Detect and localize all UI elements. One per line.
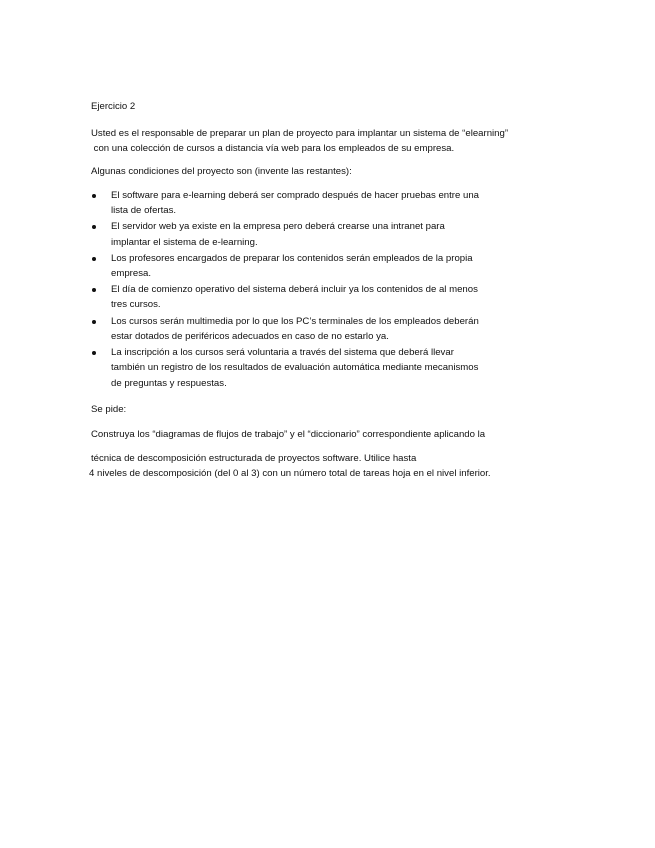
list-item-line: El servidor web ya existe en la empresa pero deberá crearse una intranet para [111,221,445,233]
request-line-2: técnica de descomposición estructurada de proyectos software. Utilice hasta [91,453,417,464]
list-item [91,219,561,250]
list-item [91,345,561,391]
request-heading [91,402,561,417]
list-item-line: de preguntas y respuestas. [111,377,227,389]
list-item-line: El software para e-learning deberá ser comprado después de hacer pruebas entre una [111,190,479,201]
list-item-line: tres cursos. [111,299,161,311]
list-item [91,251,561,282]
exercise-title-text: Ejercicio 2 [91,101,136,112]
list-item [91,282,561,313]
bullet-icon [92,225,96,229]
list-item-line: empresa. [111,268,151,280]
bullet-icon [92,351,96,355]
list-item-line: también un registro de los resultados de evaluación automática mediante mecanismos [111,362,479,374]
bullet-icon [92,194,96,198]
request-paragraph-line-1 [91,427,561,442]
request-line-3: 4 niveles de descomposición (del 0 al 3) con un número total de tareas hoja en el nivel inferior. [89,468,491,479]
conditions-heading [91,164,561,179]
list-item-line: implantar el sistema de e-learning. [111,236,258,248]
list-item-line: Los profesores encargados de preparar los contenidos serán empleados de la propia [111,252,473,264]
request-heading-text: Se pide: [91,404,127,415]
list-item-line: lista de ofertas. [111,205,177,217]
list-item-line: El día de comienzo operativo del sistema deberá incluir ya los contenidos de al menos [111,284,478,296]
request-paragraph-rest [91,451,561,466]
list-item-line: Los cursos serán multimedia por lo que los PC’s terminales de los empleados deberán [111,315,479,327]
bullet-icon [92,257,96,261]
list-item-line: estar dotados de periféricos adecuados en caso de no estarlo ya. [111,330,389,342]
conditions-heading-text: Algunas condiciones del proyecto son (invente las restantes): [91,166,352,177]
conditions-list [91,188,561,391]
list-item-line: La inscripción a los cursos será voluntaria a través del sistema que deberá llevar [111,346,454,358]
exercise-title [91,99,561,114]
request-line-1: Construya los “diagramas de flujos de trabajo” y el “diccionario” correspondiente aplicando la [91,429,486,440]
bullet-icon [92,320,96,324]
intro-line-2: con una colección de cursos a distancia vía web para los empleados de su empresa. [91,143,455,154]
bullet-icon [92,288,96,292]
request-paragraph-rest-2 [89,466,559,481]
intro-line-1: Usted es el responsable de preparar un plan de proyecto para implantar un sistema de “elearning” [91,128,509,139]
list-item [91,314,561,345]
intro-paragraph [91,126,561,156]
list-item [91,188,561,219]
